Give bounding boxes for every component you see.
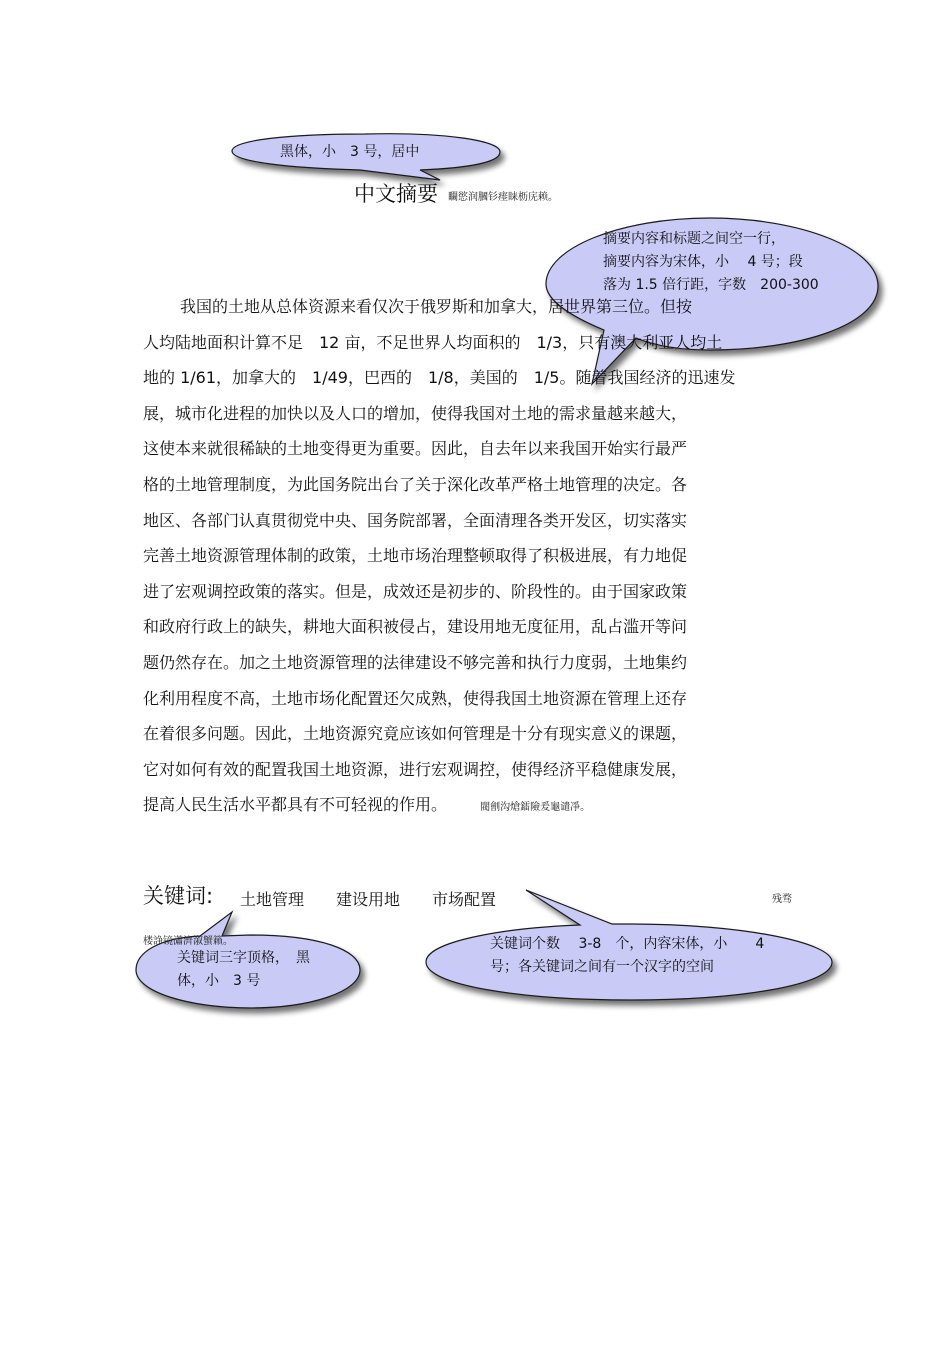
keyword-item: 土地管理	[240, 890, 305, 909]
body-line: 进了宏观调控政策的落实。但是，成效还是初步的、阶段性的。由于国家政策	[143, 581, 688, 601]
callout-keyword-content-line: 关键词个数 3-8 个，内容宋体，小 4	[490, 936, 765, 952]
callout-keyword-label-line: 关键词三字顶格， 黑	[177, 950, 310, 966]
callout-abstract-format	[603, 228, 819, 297]
body-last-line-text: 提高人民生活水平都具有不可轻视的作用。	[143, 795, 448, 815]
body-line: 人均陆地面积计算不足 12 亩，不足世界人均面积的 1/3，只有澳大利亚人均土	[143, 332, 723, 352]
callout-abstract-line: 落为 1.5 倍行距，字数 200-300	[603, 277, 819, 293]
callout-keyword-content-line: 号；各关键词之间有一个汉字的空间	[490, 959, 714, 975]
keyword-item: 市场配置	[432, 890, 497, 909]
body-line: 地的 1/61，加拿大的 1/49，巴西的 1/8，美国的 1/5。随着我国经济的迅速发	[143, 368, 736, 388]
abstract-body	[143, 289, 793, 823]
body-line: 和政府行政上的缺失，耕地大面积被侵占，建设用地无度征用，乱占滥开等问	[143, 617, 688, 637]
keywords-row	[143, 880, 213, 912]
body-line: 展，城市化进程的加快以及人口的增加，使得我国对土地的需求量越来越大，	[143, 403, 688, 423]
page-title: 中文摘要	[354, 182, 438, 206]
body-line: 格的土地管理制度，为此国务院出台了关于深化改革严格土地管理的决定。各	[143, 474, 688, 494]
callout-title-format: 黑体，小 3 号，居中	[280, 144, 420, 160]
callout-keyword-content-format	[490, 933, 764, 979]
body-line: 我国的土地从总体资源来看仅次于俄罗斯和加拿大，居世界第三位。但按	[180, 297, 693, 316]
keyword-item: 建设用地	[336, 890, 401, 909]
body-end-garbled-text: 閥劊沟熗鐳險爰龜谴凈。	[480, 802, 591, 814]
body-line: 在着很多问题。因此，土地资源究竟应该如何管理是十分有现实意义的课题，	[143, 724, 688, 744]
keywords-label: 关键词:	[143, 884, 214, 908]
body-line: 它对如何有效的配置我国土地资源，进行宏观调控，使得经济平稳健康发展，	[143, 759, 688, 779]
body-line: 这使本来就很稀缺的土地变得更为重要。因此，自去年以来我国开始实行最严	[143, 439, 688, 459]
keywords-below-garbled-text: 楼諍镜瀟濟溆蟹籟。	[143, 936, 233, 947]
keywords-right-garbled-text: 残骛	[772, 894, 792, 905]
title-garbled-text: 矙慾润膕钐瘗睐枥庑赖。	[448, 192, 558, 203]
body-line: 完善土地资源管理体制的政策，土地市场治理整顿取得了积极进展，有力地促	[143, 546, 688, 566]
callout-abstract-line: 摘要内容为宋体，小 4 号；段	[603, 254, 803, 270]
callout-keyword-label-line: 体，小 3 号	[177, 973, 261, 989]
body-line: 化利用程度不高，土地市场化配置还欠成熟，使得我国土地资源在管理上还存	[143, 688, 688, 708]
body-line: 地区、各部门认真贯彻党中央、国务院部署，全面清理各类开发区，切实落实	[143, 510, 688, 530]
body-line	[143, 787, 793, 823]
callout-abstract-line: 摘要内容和标题之间空一行，	[603, 231, 785, 247]
body-line: 题仍然存在。加之土地资源管理的法律建设不够完善和执行力度弱，土地集约	[143, 652, 688, 672]
callout-keyword-label-format	[177, 947, 310, 993]
